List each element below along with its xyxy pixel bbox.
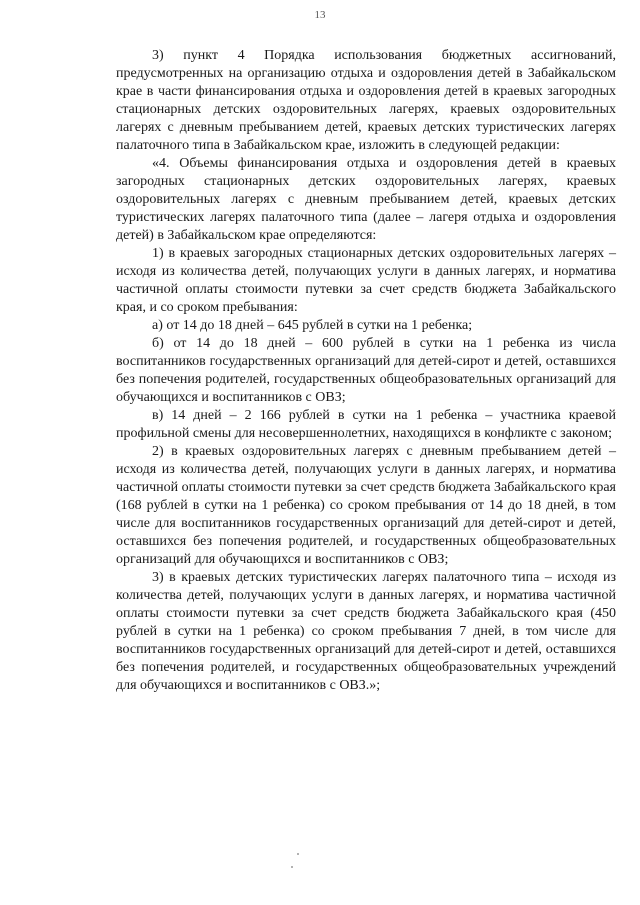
paragraph-subitem-2: 2) в краевых оздоровительных лагерях с дневным пребыванием детей – исходя из количества детей, получающих услуги в данных лагерях, и норматива частичной оплаты стоимости путевки за счет средств бюджета Забайкальского края (168 рублей в сутки на 1 ребенка) со сроком пребывания от 14 до 18 дней, в том числе для воспитанников государственных организаций для детей-сирот и детей, оставшихся без попечения родителей, и государственных общеобразовательных организаций для обучающихся и воспитанников с ОВЗ; <box>116 444 616 567</box>
paragraph-subitem-1: 1) в краевых загородных стационарных детских оздоровительных лагерях – исходя из количества детей, получающих услуги в данных лагерях, и норматива частичной оплаты стоимости путевки за счет средств бюджета Забайкальского края, и со сроком пребывания: <box>116 246 616 315</box>
paragraph-subitem-1b: б) от 14 до 18 дней – 600 рублей в сутки на 1 ребенка из числа воспитанников государственных организаций для детей-сирот и детей, оставшихся без попечения родителей, государственных общеобразовательных организаций для обучающихся и воспитанников с ОВЗ; <box>116 336 616 405</box>
scan-speck <box>291 866 293 868</box>
paragraph-subitem-1v: в) 14 дней – 2 166 рублей в сутки на 1 ребенка – участника краевой профильной смены для несовершеннолетних, находящихся в конфликте с законом; <box>116 408 616 441</box>
paragraph-subitem-3: 3) в краевых детских туристических лагерях палаточного типа – исходя из количества детей, получающих услуги в данных лагерях, и норматива частичной оплаты стоимости путевки за счет средств бюджета Забайкальского края (450 рублей в сутки на 1 ребенка) со сроком пребывания 7 дней, в том числе для воспитанников государственных организаций для детей-сирот и детей, оставшихся без попечения родителей, и государственных общеобразовательных учреждений для обучающихся и воспитанников с ОВЗ.»; <box>116 570 616 693</box>
page-number: 13 <box>314 9 326 21</box>
paragraph-item-3: 3) пункт 4 Порядка использования бюджетных ассигнований, предусмотренных на организацию отдыха и оздоровления детей в Забайкальском крае в части финансирования отдыха и оздоровления детей в краевых загородных стационарных детских оздоровительных лагерях, краевых оздоровительных лагерях с дневным пребыванием детей, краевых детских туристических лагерях палаточного типа в Забайкальском крае, изложить в следующей редакции: <box>116 48 616 153</box>
scan-speck <box>297 853 299 855</box>
paragraph-section-4: «4. Объемы финансирования отдыха и оздоровления детей в краевых загородных стационарных детских оздоровительных лагерях, краевых оздоровительных лагерях с дневным пребыванием детей, краевых детских туристических лагерях палаточного типа (далее – лагеря отдыха и оздоровления детей) в Забайкальском крае определяются: <box>116 156 616 243</box>
paragraph-subitem-1a: а) от 14 до 18 дней – 645 рублей в сутки на 1 ребенка; <box>152 318 473 333</box>
document-body <box>116 47 616 695</box>
